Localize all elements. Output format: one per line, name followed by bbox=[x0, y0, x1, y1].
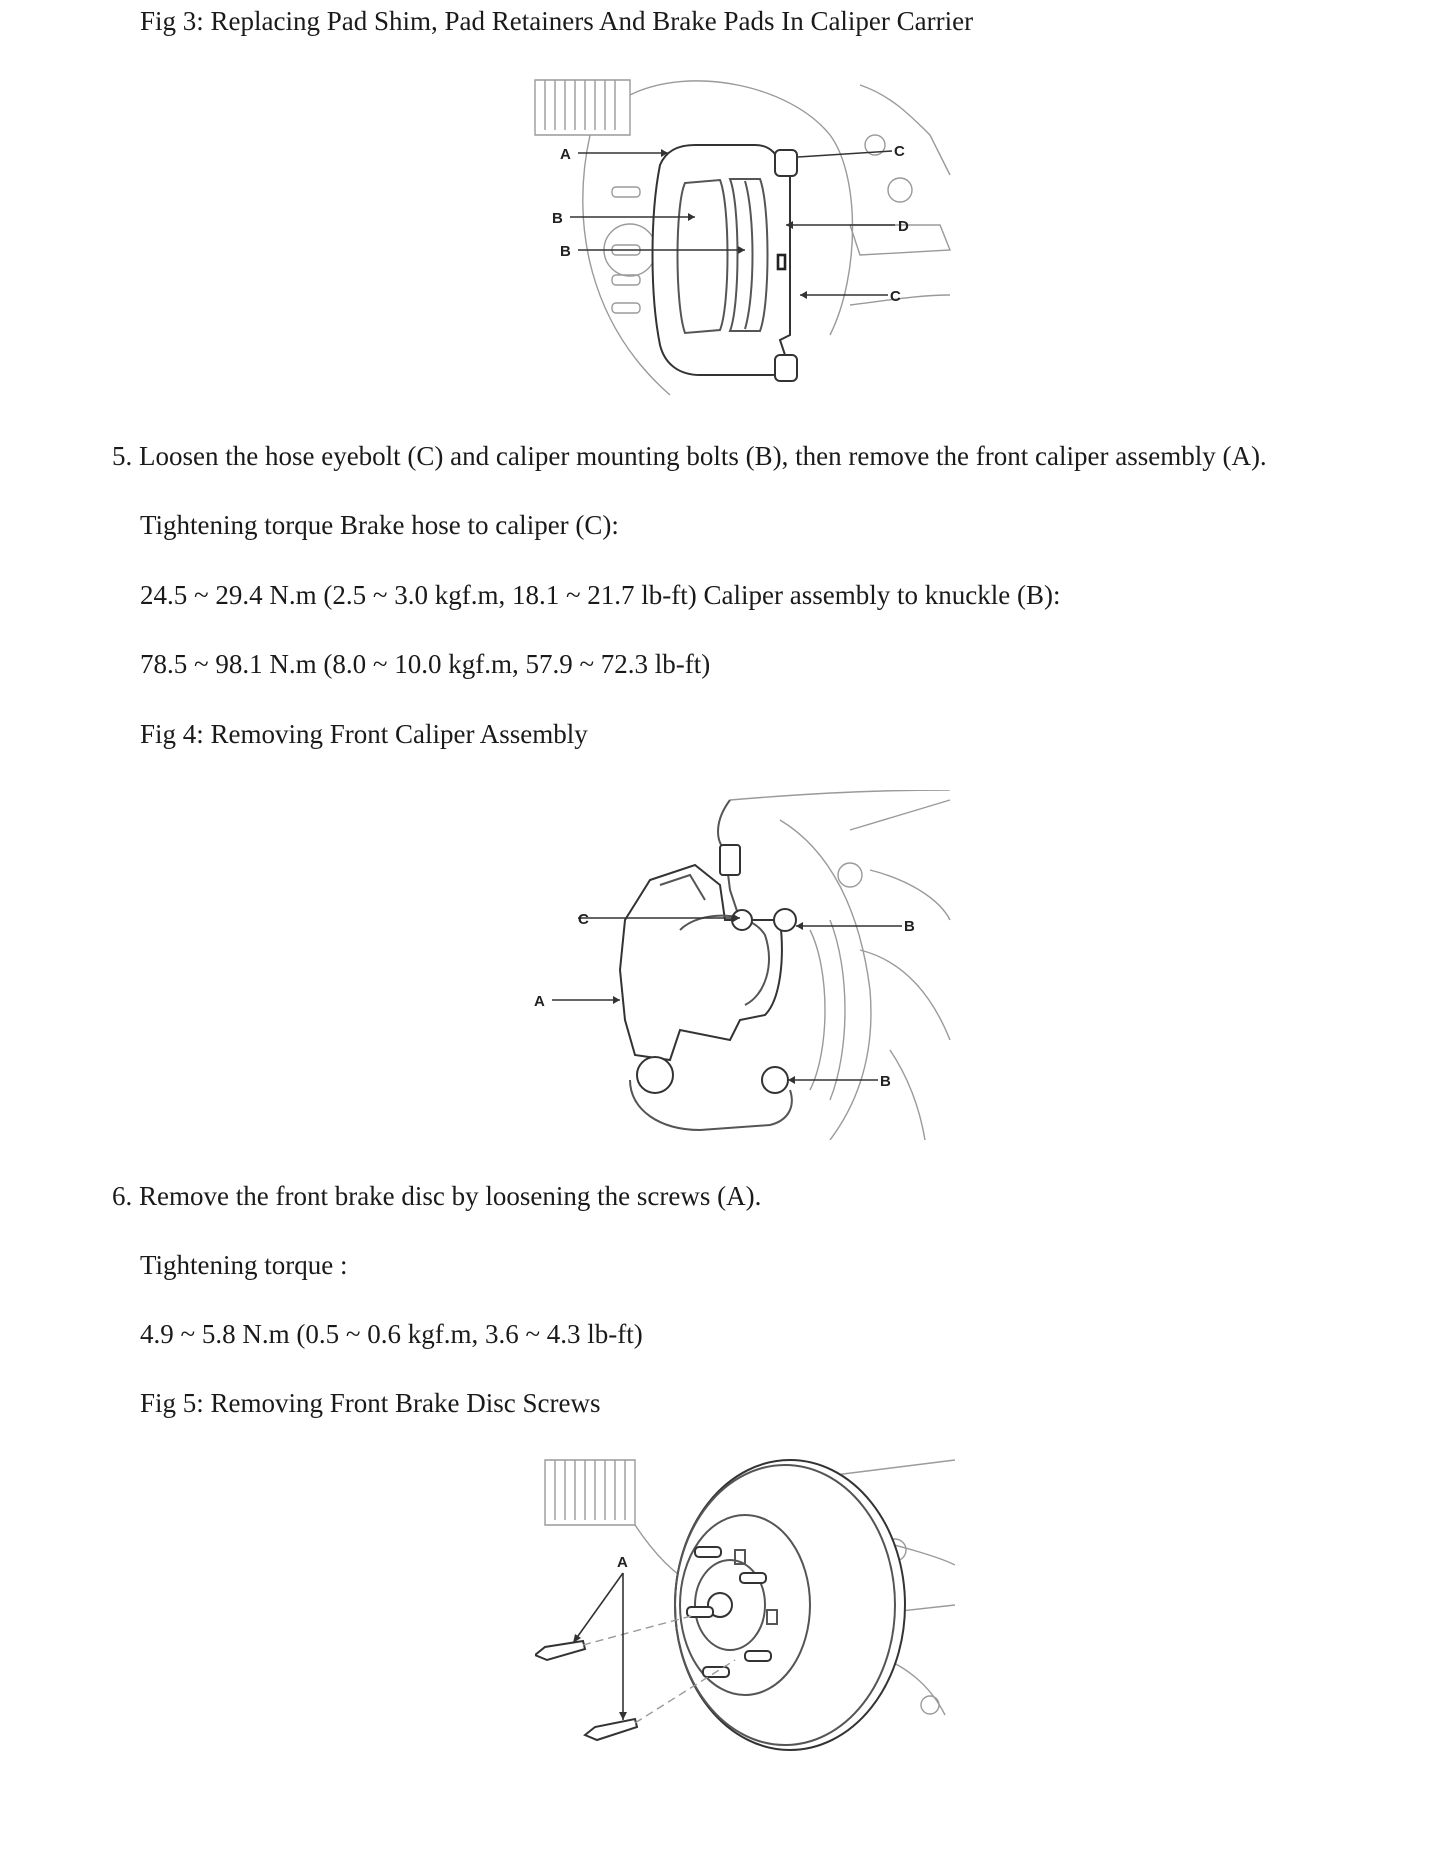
step5-torque-line2: 24.5 ~ 29.4 N.m (2.5 ~ 3.0 kgf.m, 18.1 ~ 21.7 lb-ft) Caliper assembly to knuckle (B): bbox=[140, 580, 1061, 610]
fig3-label-c1: C bbox=[894, 143, 905, 160]
fig4-label-b2: B bbox=[880, 1073, 891, 1090]
step6-torque-line2: 4.9 ~ 5.8 N.m (0.5 ~ 0.6 kgf.m, 3.6 ~ 4.3 lb-ft) bbox=[140, 1319, 643, 1349]
step5-instruction: 5. Loosen the hose eyebolt (C) and caliper mounting bolts (B), then remove the front caliper assembly (A). bbox=[112, 441, 1267, 471]
fig4-piston-cap bbox=[637, 1057, 673, 1093]
fig4-hose-clip bbox=[720, 845, 740, 875]
step6-instruction: 6. Remove the front brake disc by loosening the screws (A). bbox=[112, 1181, 762, 1211]
fig3-label-b1: B bbox=[552, 210, 563, 227]
fig4-illustration bbox=[530, 790, 960, 1140]
fig4-label-c: C bbox=[578, 911, 589, 928]
fig3-caliper-carrier bbox=[653, 145, 791, 375]
fig4-mounting-bolt-top bbox=[774, 909, 796, 931]
fig5-illustration bbox=[535, 1455, 955, 1755]
fig3-label-b2: B bbox=[560, 243, 571, 260]
fig3-guide-pin-bottom bbox=[775, 355, 797, 381]
fig5-caption: Fig 5: Removing Front Brake Disc Screws bbox=[140, 1388, 601, 1418]
fig3-illustration bbox=[530, 75, 960, 405]
fig3-label-a: A bbox=[560, 146, 571, 163]
fig3-caption: Fig 3: Replacing Pad Shim, Pad Retainers And Brake Pads In Caliper Carrier bbox=[140, 6, 974, 36]
fig4-label-a: A bbox=[534, 993, 545, 1010]
fig5-removed-screws bbox=[535, 1641, 637, 1740]
fig3-guide-pin-top bbox=[775, 150, 797, 176]
fig3-label-c2: C bbox=[890, 288, 901, 305]
fig3-label-d: D bbox=[898, 218, 909, 235]
fig4-mounting-bolt-bottom bbox=[762, 1067, 788, 1093]
fig5-label-a: A bbox=[617, 1554, 628, 1571]
step5-torque-line3: 78.5 ~ 98.1 N.m (8.0 ~ 10.0 kgf.m, 57.9 ~ 72.3 lb-ft) bbox=[140, 649, 711, 679]
fig4-label-b1: B bbox=[904, 918, 915, 935]
fig4-caption: Fig 4: Removing Front Caliper Assembly bbox=[140, 719, 588, 749]
step6-torque-line1: Tightening torque : bbox=[140, 1250, 348, 1280]
step5-torque-line1: Tightening torque Brake hose to caliper (C): bbox=[140, 510, 619, 540]
